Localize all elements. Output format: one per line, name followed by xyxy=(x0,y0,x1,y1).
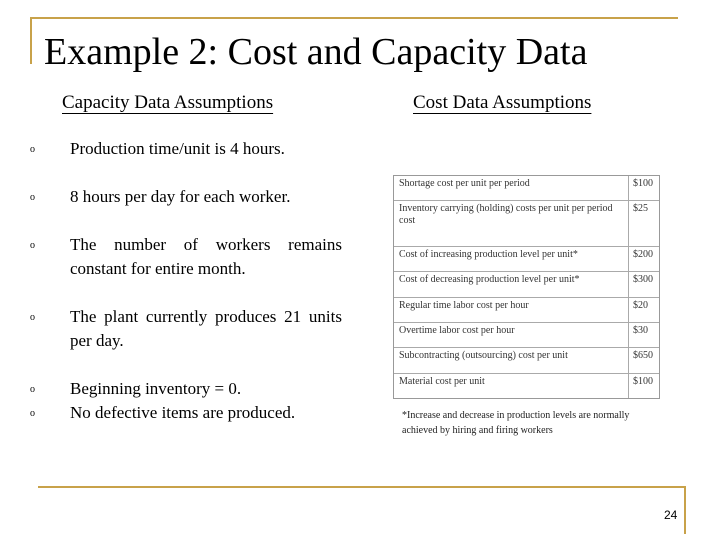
table-row xyxy=(394,348,659,373)
table-cell-label: Cost of decreasing production level per unit* xyxy=(394,272,629,297)
cost-heading: Cost Data Assumptions xyxy=(413,92,592,113)
slide-title: Example 2: Cost and Capacity Data xyxy=(44,31,588,73)
bullet-text: Production time/unit is 4 hours. xyxy=(70,139,285,158)
table-row xyxy=(394,297,659,322)
bullet-text: The plant currently produces 21 units per day. xyxy=(70,307,342,350)
bullet-icon: o xyxy=(30,312,35,323)
table-cell-value: $25 xyxy=(629,201,660,247)
frame-left-line xyxy=(30,17,32,64)
cost-table xyxy=(393,175,660,399)
bullet-text: The number of workers remains constant for entire month. xyxy=(70,235,342,278)
table-cell-value: $200 xyxy=(629,246,660,271)
bullet-text: 8 hours per day for each worker. xyxy=(70,187,291,206)
bullet-icon: o xyxy=(30,408,35,419)
table-row xyxy=(394,176,659,201)
table-row xyxy=(394,201,659,247)
table-cell-label: Regular time labor cost per hour xyxy=(394,297,629,322)
bullet-text: No defective items are produced. xyxy=(70,403,296,422)
bullet-icon: o xyxy=(30,192,35,203)
table-row xyxy=(394,246,659,271)
table-row xyxy=(394,272,659,297)
table-cell-value: $100 xyxy=(629,373,660,398)
bullet-icon: o xyxy=(30,240,35,251)
table-cell-label: Cost of increasing production level per unit* xyxy=(394,246,629,271)
capacity-heading: Capacity Data Assumptions xyxy=(62,92,274,113)
bullet-icon: o xyxy=(30,384,35,395)
table-cell-label: Shortage cost per unit per period xyxy=(394,176,629,201)
table-cell-label: Overtime labor cost per hour xyxy=(394,323,629,348)
table-cell-value: $20 xyxy=(629,297,660,322)
frame-right-line xyxy=(684,486,686,534)
frame-bottom-line xyxy=(38,486,686,488)
table-cell-label: Subcontracting (outsourcing) cost per unit xyxy=(394,348,629,373)
bullet-text: Beginning inventory = 0. xyxy=(70,379,242,398)
table-row xyxy=(394,373,659,398)
table-cell-value: $100 xyxy=(629,176,660,201)
table-row xyxy=(394,323,659,348)
table-cell-label: Inventory carrying (holding) costs per unit per period cost xyxy=(394,201,629,247)
table-footnote: *Increase and decrease in production levels are normally achieved by hiring and firing workers xyxy=(402,410,630,436)
table-cell-value: $300 xyxy=(629,272,660,297)
bullet-icon: o xyxy=(30,144,35,155)
table-cell-value: $650 xyxy=(629,348,660,373)
page-number: 24 xyxy=(664,508,678,522)
table-cell-label: Material cost per unit xyxy=(399,375,485,387)
frame-top-line xyxy=(30,17,678,19)
table-cell-value: $30 xyxy=(629,323,660,348)
